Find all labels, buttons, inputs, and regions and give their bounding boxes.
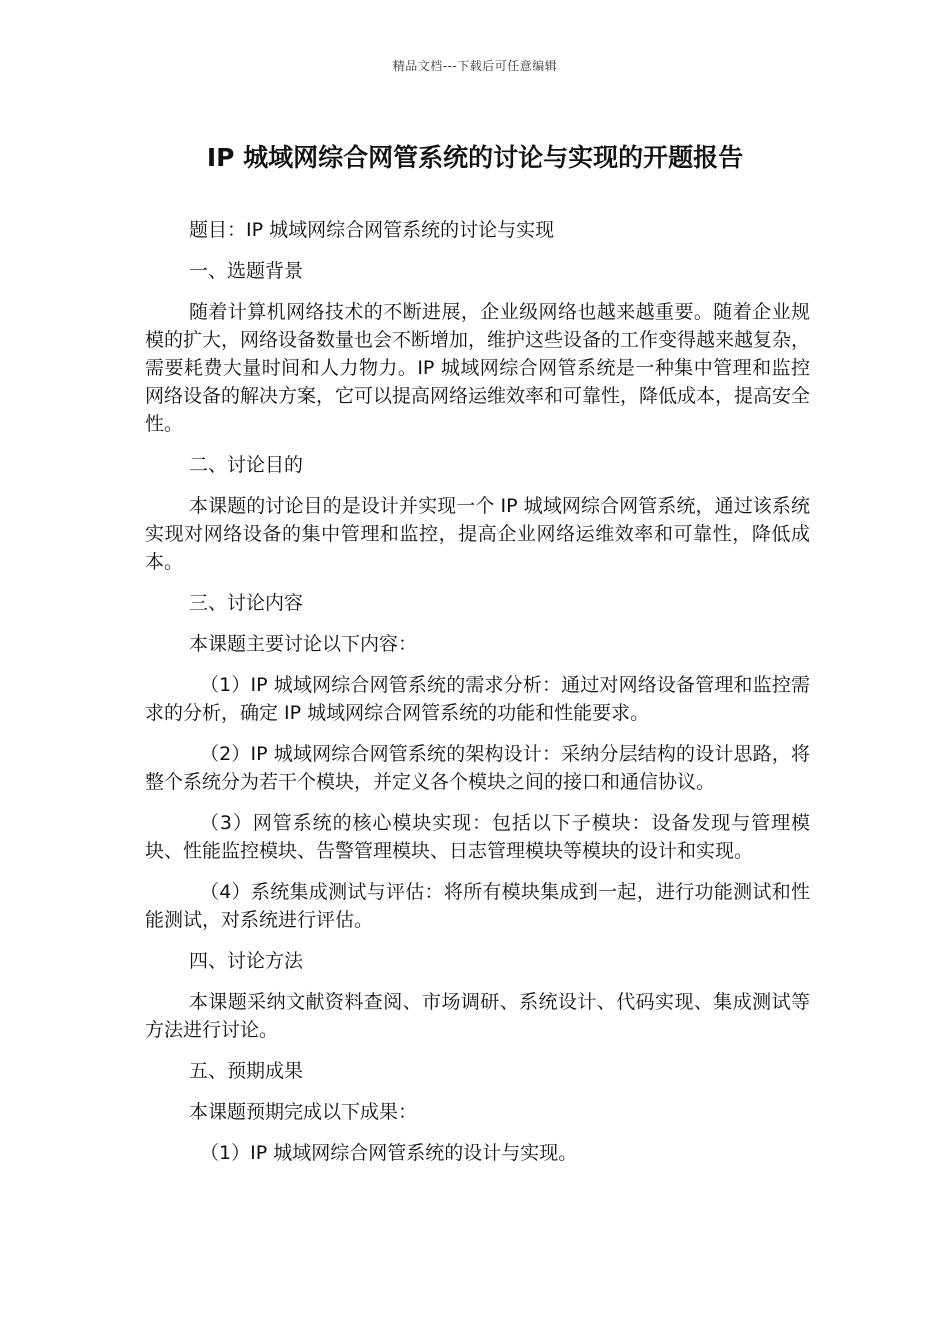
header-note: 精品文档---下载后可任意编辑 <box>392 59 558 73</box>
content-item: （2）IP 城域网综合网管系统的架构设计：采纳分层结构的设计思路，将整个系统分为若干个模块，并定义各个模块之间的接口和通信协议。 <box>145 743 810 793</box>
section-heading-results: 五、预期成果 <box>189 1060 304 1082</box>
subject-line: 题目：IP 城域网综合网管系统的讨论与实现 <box>189 219 555 241</box>
content-item: （1）IP 城域网综合网管系统的需求分析：通过对网络设备管理和监控需求的分析，确定 IP 城域网综合网管系统的功能和性能要求。 <box>145 674 810 724</box>
purpose-paragraph: 本课题的讨论目的是设计并实现一个 IP 城域网综合网管系统，通过该系统实现对网络设备的集中管理和监控，提高企业网络运维效率和可靠性，降低成本。 <box>145 495 810 573</box>
results-item: （1）IP 城域网综合网管系统的设计与实现。 <box>200 1142 578 1164</box>
content-intro: 本课题主要讨论以下内容： <box>189 633 418 655</box>
background-paragraph: 随着计算机网络技术的不断进展，企业级网络也越来越重要。随着企业规模的扩大，网络设备数量也会不断增加，维护这些设备的工作变得越来越复杂，需要耗费大量时间和人力物力。IP 城域网综合网管系统是一种集中管理和监控网络设备的解决方案，它可以提高网络运维效率和可靠性，降低成本，提高安全性。 <box>145 301 811 435</box>
section-heading-method: 四、讨论方法 <box>189 950 304 972</box>
section-heading-background: 一、选题背景 <box>189 260 304 282</box>
content-item: （3）网管系统的核心模块实现：包括以下子模块：设备发现与管理模块、性能监控模块、告警管理模块、日志管理模块等模块的设计和实现。 <box>145 812 810 862</box>
document-title: IP 城域网综合网管系统的讨论与实现的开题报告 <box>206 143 744 172</box>
content-item: （4）系统集成测试与评估：将所有模块集成到一起，进行功能测试和性能测试，对系统进行评估。 <box>145 881 810 931</box>
document-body <box>145 216 810 1180</box>
results-intro: 本课题预期完成以下成果： <box>189 1101 418 1123</box>
section-heading-content: 三、讨论内容 <box>189 592 304 614</box>
section-heading-purpose: 二、讨论目的 <box>189 454 304 476</box>
method-paragraph: 本课题采纳文献资料查阅、市场调研、系统设计、代码实现、集成测试等方法进行讨论。 <box>145 991 810 1041</box>
